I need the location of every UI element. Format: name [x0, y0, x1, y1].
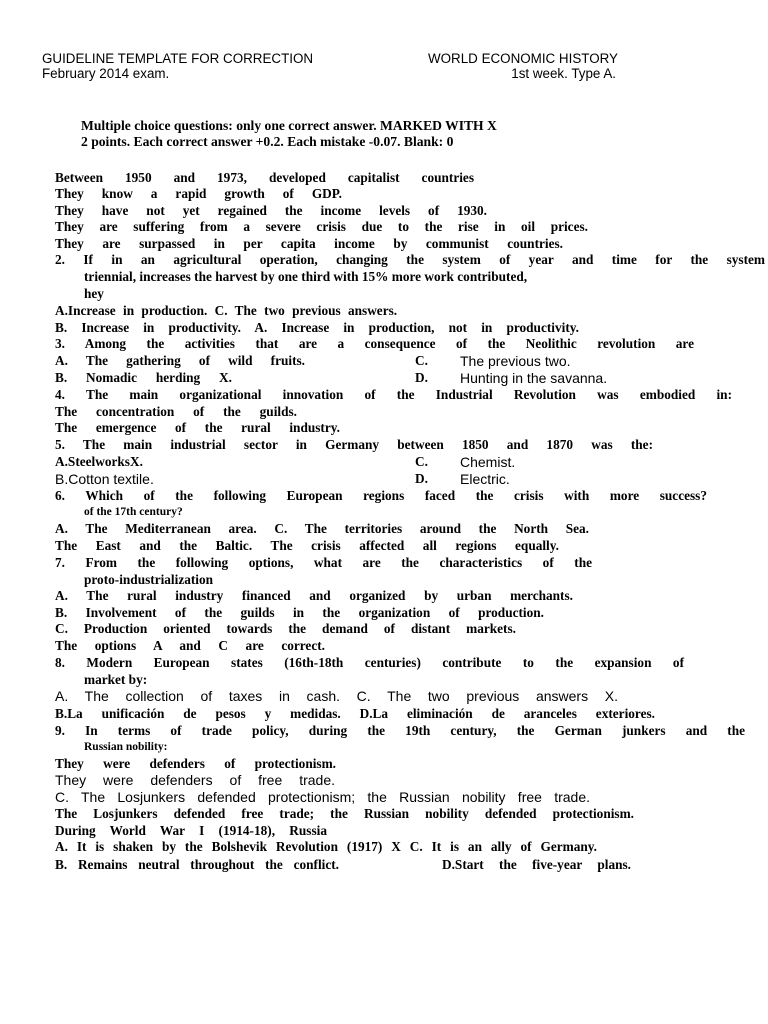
- answer-line: They are suffering from a severe crisis due to the rise in oil prices.: [55, 219, 588, 234]
- answer-line: B.Cotton textile.: [55, 471, 154, 487]
- answer-line: B. Remains neutral throughout the conflict.: [55, 857, 339, 872]
- answer-line: A. The gathering of wild fruits.: [55, 353, 305, 368]
- question-7-stem-cont: proto-industrialization: [84, 572, 214, 587]
- question-6-stem-cont: of the 17th century?: [84, 506, 183, 518]
- answer-line: D.Start the five-year plans.: [442, 857, 631, 872]
- question-5-stem: 5. The main industrial sector in Germany between 1850 and 1870 was the:: [55, 437, 653, 452]
- answer-line: A. The rural industry financed and organized by urban merchants.: [55, 588, 573, 603]
- answer-line: A.Increase in production. C. The two previous answers.: [55, 303, 398, 318]
- header-course: WORLD ECONOMIC HISTORY: [428, 51, 618, 66]
- answer-line: A. The Mediterranean area. C. The territories around the North Sea.: [55, 521, 589, 536]
- answer-line: They were defenders of protectionism.: [55, 756, 336, 771]
- question-3-stem: 3. Among the activities that are a consequence of the Neolithic revolution are: [55, 336, 694, 351]
- option-text: The previous two.: [460, 353, 571, 369]
- answer-line: The emergence of the rural industry.: [55, 420, 340, 435]
- answer-line: A. It is shaken by the Bolshevik Revolution (1917) X C. It is an ally of Germany.: [55, 839, 597, 854]
- header-exam-date: February 2014 exam.: [42, 66, 170, 81]
- answer-line: They know a rapid growth of GDP.: [55, 186, 342, 201]
- question-6-stem: 6. Which of the following European regions faced the crisis with more success?: [55, 488, 707, 503]
- answer-line: They have not yet regained the income levels of 1930.: [55, 203, 487, 218]
- question-8-stem-cont: market by:: [84, 672, 148, 687]
- option-text: Hunting in the savanna.: [460, 370, 608, 386]
- header-week-type: 1st week. Type A.: [511, 66, 616, 81]
- question-9-stem-cont: Russian nobility:: [84, 741, 168, 753]
- question-8-stem: 8. Modern European states (16th-18th centuries) contribute to the expansion of: [55, 655, 684, 670]
- question-2-stem-cont: triennial, increases the harvest by one third with 15% more work contributed,: [84, 269, 528, 284]
- question-2-stem: 2. If in an agricultural operation, changing the system of year and time for the system: [55, 252, 765, 267]
- question-1-stem: Between 1950 and 1973, developed capitalist countries: [55, 170, 474, 185]
- option-text: Electric.: [460, 471, 510, 487]
- question-10-stem: During World War I (1914-18), Russia: [55, 823, 327, 838]
- option-letter: C.: [415, 454, 428, 469]
- scoring-line: 2 points. Each correct answer +0.2. Each mistake -0.07. Blank: 0: [81, 134, 454, 149]
- answer-line: A. The collection of taxes in cash. C. The two previous answers X.: [55, 688, 618, 704]
- option-letter: C.: [415, 353, 428, 368]
- answer-line: A.SteelworksX.: [55, 454, 143, 469]
- question-7-stem: 7. From the following options, what are the characteristics of the: [55, 555, 592, 570]
- answer-line: C. The Losjunkers defended protectionism; the Russian nobility free trade.: [55, 789, 590, 805]
- answer-line: The Losjunkers defended free trade; the Russian nobility defended protectionism.: [55, 806, 634, 821]
- option-text: Chemist.: [460, 454, 516, 470]
- answer-line: B. Increase in productivity. A. Increase in production, not in productivity.: [55, 320, 579, 335]
- answer-line: B.La unificación de pesos y medidas. D.La eliminación de aranceles exteriores.: [55, 706, 655, 721]
- answer-line: The concentration of the guilds.: [55, 404, 297, 419]
- question-9-stem: 9. In terms of trade policy, during the 19th century, the German junkers and the: [55, 723, 745, 738]
- answer-line: B. Involvement of the guilds in the organization of production.: [55, 605, 544, 620]
- instructions-line: Multiple choice questions: only one correct answer. MARKED WITH X: [81, 118, 497, 133]
- option-letter: D.: [415, 370, 428, 385]
- answer-line: B. Nomadic herding X.: [55, 370, 232, 385]
- header-title: GUIDELINE TEMPLATE FOR CORRECTION: [42, 51, 314, 66]
- answer-line: C. Production oriented towards the demand of distant markets.: [55, 621, 516, 636]
- answer-line: The East and the Baltic. The crisis affected all regions equally.: [55, 538, 559, 553]
- answer-line: They were defenders of free trade.: [55, 772, 335, 788]
- question-4-stem: 4. The main organizational innovation of the Industrial Revolution was embodied in:: [55, 387, 732, 402]
- answer-line: The options A and C are correct.: [55, 638, 325, 653]
- question-2-stem-cont: hey: [84, 286, 104, 301]
- answer-line: They are surpassed in per capita income by communist countries.: [55, 236, 563, 251]
- option-letter: D.: [415, 471, 428, 486]
